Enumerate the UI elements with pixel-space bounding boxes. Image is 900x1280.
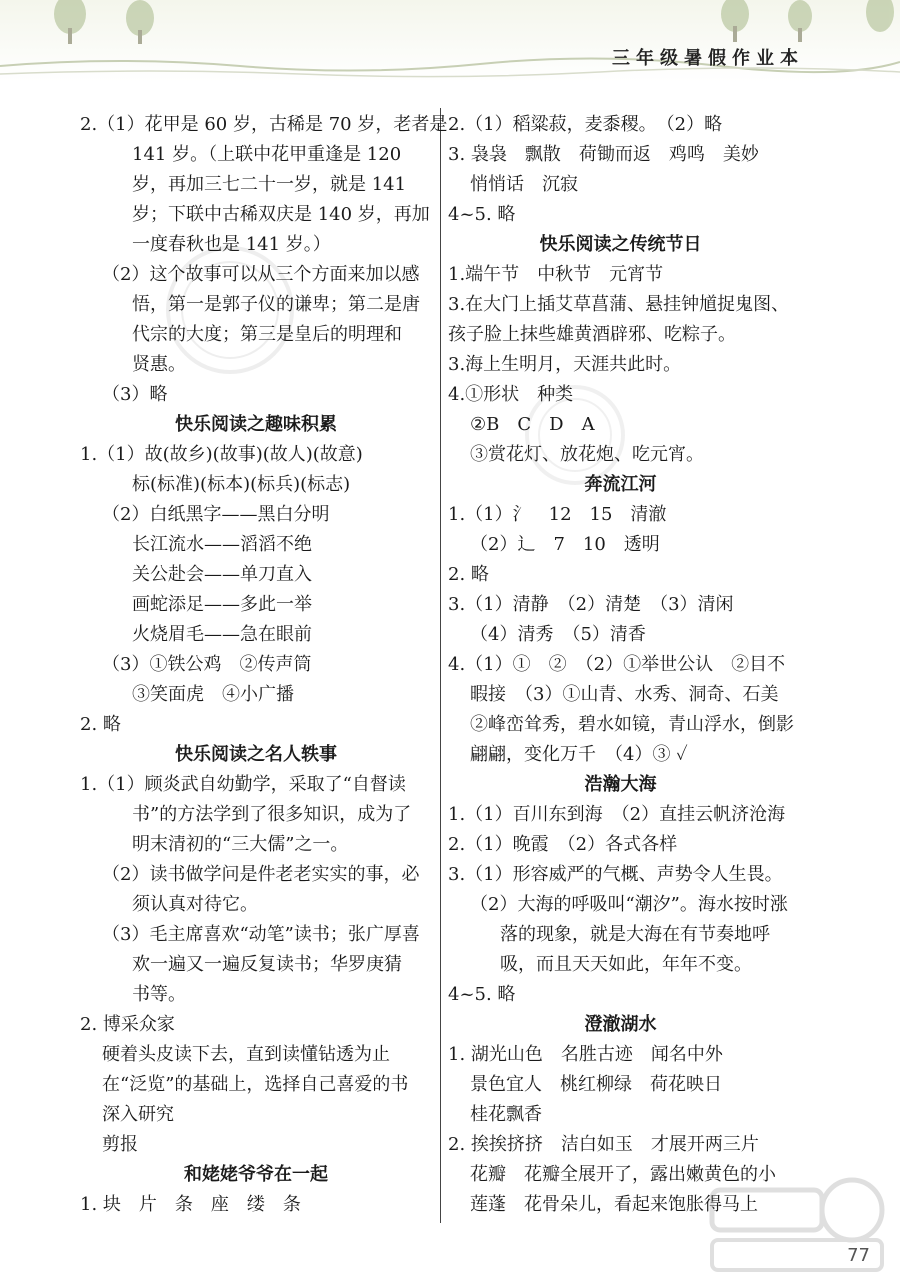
answer-line: 4~5. 略	[448, 204, 516, 225]
answer-line: 3.海上生明月，天涯共此时。	[448, 354, 682, 375]
answer-line: （2）这个故事可以从三个方面来加以感	[102, 264, 420, 285]
answer-line: （2）大海的呼吸叫“潮汐”。海水按时涨	[470, 894, 788, 915]
answer-line: 火烧眉毛——急在眼前	[132, 624, 312, 645]
answer-line: 1.（1）百川东到海 （2）直挂云帆济沧海	[448, 804, 786, 825]
section-heading: 奔流江河	[584, 474, 657, 495]
section-heading: 浩瀚大海	[584, 774, 657, 795]
answer-line: 标(标准)(标本)(标兵)(标志)	[132, 474, 351, 495]
right-column	[448, 110, 793, 1220]
answer-line: 2.（1）晚霞 （2）各式各样	[448, 834, 678, 855]
answer-line: （3）毛主席喜欢“动笔”读书；张广厚喜	[102, 924, 420, 945]
answer-line: 暇接 （3）①山青、水秀、洞奇、石美	[470, 684, 779, 705]
answer-line: 3.在大门上插艾草菖蒲、悬挂钟馗捉鬼图、	[448, 294, 790, 315]
section-heading: 和姥姥爷爷在一起	[184, 1164, 328, 1185]
answer-line: 1.端午节 中秋节 元宵节	[448, 264, 664, 285]
answer-line: 1.（1）氵 12 15 清澈	[448, 504, 667, 525]
answer-line: （3）①铁公鸡 ②传声筒	[102, 654, 312, 675]
answer-line: 代宗的大度；第三是皇后的明理和	[132, 324, 402, 345]
answer-line: 2. 略	[80, 714, 121, 735]
section-heading: 快乐阅读之名人轶事	[175, 744, 337, 765]
answer-line: 岁；下联中古稀双庆是 140 岁，再加	[132, 204, 430, 225]
answer-line: 关公赴会——单刀直入	[132, 564, 312, 585]
answer-line: 4.①形状 种类	[448, 384, 574, 405]
answer-line: 书等。	[132, 984, 186, 1005]
answer-line: 1. 块 片 条 座 缕 条	[80, 1194, 301, 1215]
section-heading: 快乐阅读之趣味积累	[175, 414, 337, 435]
answer-line: 剪报	[102, 1134, 138, 1155]
answer-line: 明末清初的“三大儒”之一。	[132, 834, 349, 855]
answer-line: 落的现象，就是大海在有节奏地呼	[500, 924, 770, 945]
answer-line: 4.（1）① ② （2）①举世公认 ②目不	[448, 654, 786, 675]
answer-line: 2.（1）稻粱菽，麦黍稷。 （2）略	[448, 114, 723, 135]
answer-line: （2）读书做学问是件老老实实的事，必	[102, 864, 420, 885]
answer-line: 画蛇添足——多此一举	[132, 594, 312, 615]
answer-line: 在“泛览”的基础上，选择自己喜爱的书	[102, 1074, 409, 1095]
answer-line: 2. 略	[448, 564, 489, 585]
answer-line: 1. 湖光山色 名胜古迹 闻名中外	[448, 1044, 723, 1065]
answer-line: 深入研究	[102, 1104, 174, 1125]
answer-line: 悄悄话 沉寂	[470, 174, 578, 195]
answer-line: 吸，而且天天如此，年年不变。	[500, 954, 752, 975]
answer-line: 1.（1）故(故乡)(故事)(故人)(故意)	[80, 444, 363, 465]
answer-line: 花瓣 花瓣全展开了，露出嫩黄色的小	[470, 1164, 776, 1185]
column-divider	[440, 108, 441, 1223]
answer-line: 2. 博采众家	[80, 1014, 175, 1035]
answer-line: 4~5. 略	[448, 984, 516, 1005]
answer-line: 3.（1）清静 （2）清楚 （3）清闲	[448, 594, 734, 615]
answer-line: ②峰峦耸秀，碧水如镜，青山浮水，倒影	[470, 714, 794, 735]
section-heading: 澄澈湖水	[584, 1014, 657, 1035]
answer-line: （4）清秀 （5）清香	[470, 624, 646, 645]
answer-line: ②B C D A	[470, 414, 595, 435]
answer-line: 2.（1）花甲是 60 岁，古稀是 70 岁，老者是	[80, 114, 448, 135]
answer-line: 2. 挨挨挤挤 洁白如玉 才展开两三片	[448, 1134, 759, 1155]
header-title: 三年级暑假作业本	[612, 48, 804, 69]
answer-line: 3. 袅袅 飘散 荷锄而返 鸡鸣 美妙	[448, 144, 759, 165]
answer-line: 141 岁。（上联中花甲重逢是 120	[132, 144, 402, 165]
section-heading: 快乐阅读之传统节日	[539, 234, 702, 255]
answer-line: 1.（1）顾炎武自幼勤学，采取了“自督读	[80, 774, 406, 795]
answer-line: （3）略	[102, 384, 168, 405]
page-number: 77	[847, 1245, 870, 1266]
answer-line: ③笑面虎 ④小广播	[132, 684, 294, 705]
answer-line: 翩翩，变化万千 （4）③ ✓	[470, 744, 688, 765]
answer-line: 书”的方法学到了很多知识，成为了	[132, 804, 412, 825]
answer-line: 莲蓬 花骨朵儿，看起来饱胀得马上	[470, 1194, 758, 1215]
answer-line: 桂花飘香	[470, 1104, 542, 1125]
answer-line: 须认真对待它。	[132, 894, 258, 915]
answer-line: （2）辶 7 10 透明	[470, 534, 660, 555]
answer-line: 硬着头皮读下去，直到读懂钻透为止	[102, 1044, 390, 1065]
answer-line: 欢一遍又一遍反复读书；华罗庚猜	[132, 954, 402, 975]
answer-line: 景色宜人 桃红柳绿 荷花映日	[470, 1074, 722, 1095]
answer-line: （2）白纸黑字——黑白分明	[102, 504, 330, 525]
answer-line: 长江流水——滔滔不绝	[132, 534, 312, 555]
answer-line: 一度春秋也是 141 岁。）	[132, 234, 331, 255]
answer-line: ③赏花灯、放花炮、吃元宵。	[470, 444, 704, 465]
answer-line: 孩子脸上抹些雄黄酒辟邪、吃粽子。	[448, 324, 736, 345]
answer-line: 悟，第一是郭子仪的谦卑；第二是唐	[132, 294, 420, 315]
answer-line: 岁，再加三七二十一岁，就是 141	[132, 174, 407, 195]
answer-line: 3.（1）形容威严的气概、声势令人生畏。	[448, 864, 783, 885]
left-column	[80, 110, 448, 1220]
answer-line: 贤惠。	[132, 354, 186, 375]
